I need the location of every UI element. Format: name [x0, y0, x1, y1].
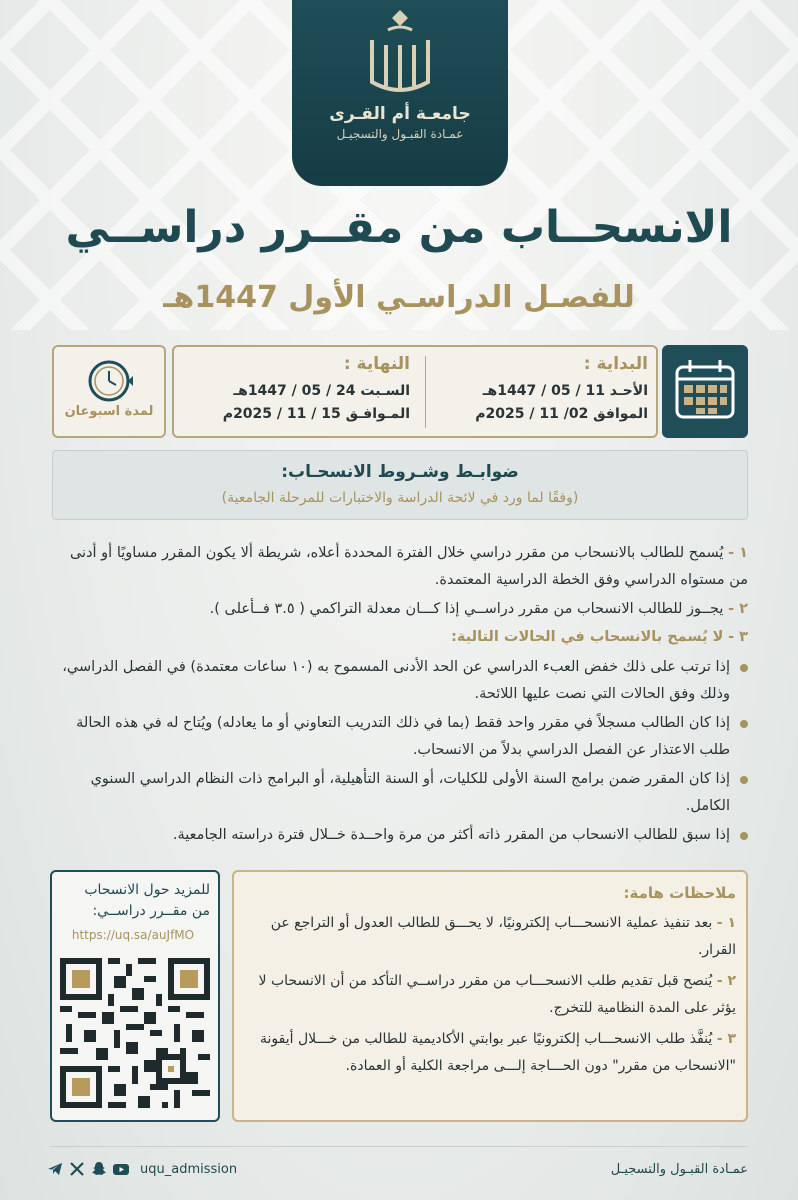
deanship-name: عمـادة القبـول والتسجيـل: [336, 127, 464, 141]
condition-number: ١ -: [728, 545, 748, 561]
exception-bullet: إذا سبق للطالب الانسحاب من المقرر ذاته أكثر من مرة واحــدة خــلال فترة دراسته الجامعية.: [48, 822, 748, 849]
condition-number: ٢ -: [728, 601, 748, 617]
note-text: يُنفَّذ طلب الانسحـــاب إلكترونيًا عبر بوابتي الأكاديمية للطالب من خـــلال أيقونة "الانسحاب من مقرر" دون الحـــاجة إلـــى مراجعة الكلية أو العمادة.: [260, 1031, 736, 1074]
conditions-subtitle: (وفقًا لما ورد في لائحة الدراسة والاختبارات للمرحلة الجامعية): [221, 490, 579, 506]
start-gregorian: الموافق 02/ 11 / 2025م: [475, 406, 648, 422]
exception-bullet: إذا كان المقرر ضمن برامج السنة الأولى للكليات، أو السنة التأهيلية، أو البرامج ذات النظام الدراسي السنوي الكامل.: [48, 766, 748, 820]
duration-text: لمدة اسبوعان: [64, 404, 154, 419]
telegram-icon[interactable]: [46, 1160, 64, 1178]
university-name: جامعـة أم القـرى: [329, 104, 471, 124]
qr-code-icon[interactable]: [60, 958, 210, 1108]
conditions-header-box: [52, 450, 748, 520]
social-handle[interactable]: uqu_admission: [140, 1162, 238, 1177]
calendar-badge: [662, 345, 748, 438]
note-number: ١ -: [716, 915, 736, 931]
calendar-icon: [662, 345, 748, 438]
note-text: بعد تنفيذ عملية الانسحـــاب إلكترونيًا، لا يحـــق للطالب العدول أو التراجع عن القرار.: [270, 915, 736, 958]
start-hijri: الأحـد 11 / 05 / 1447هـ: [482, 383, 648, 399]
condition-text: يُسمح للطالب بالانسحاب من مقرر دراسي خلال الفترة المحددة أعلاه، شريطة ألا يكون المقرر مساويًا أو أدنى من مستواه الدراسي وفق الخطة الدراسية المعتمدة.: [69, 545, 748, 588]
youtube-icon[interactable]: [112, 1160, 130, 1178]
condition-item: [50, 540, 748, 594]
condition-text: لا يُسمح بالانسحاب في الحالات التالية:: [451, 629, 724, 645]
qr-link[interactable]: https://uq.sa/auJfMO: [71, 928, 195, 942]
note-item: [246, 968, 736, 1022]
end-hijri: السـبت 24 / 05 / 1447هـ: [233, 383, 410, 399]
note-number: ٣ -: [716, 1031, 736, 1047]
note-item: [246, 1026, 736, 1080]
qr-caption: [50, 880, 216, 922]
qr-caption-line: من مقــرر دراســي:: [92, 903, 210, 919]
exception-bullet: إذا كان الطالب مسجلاً في مقرر واحد فقط (بما في ذلك التدريب التعاوني أو ما يعادله) ويُتاح له في هذه الحالة طلب الاعتذار عن الفصل الدراسي بدلاً من الانسحاب.: [48, 710, 748, 764]
qr-caption-line: للمزيد حول الانسحاب: [84, 882, 210, 898]
x-icon[interactable]: [68, 1160, 86, 1178]
condition-item: [50, 624, 748, 651]
condition-item: [50, 596, 748, 623]
logo-tab: [292, 0, 508, 186]
footer-divider: [50, 1146, 748, 1147]
note-text: يُنصح قبل تقديم طلب الانسحـــاب من مقرر دراســي التأكد من أن الانسحاب لا يؤثر على المدة النظامية للتخرج.: [258, 973, 736, 1016]
notes-title: ملاحظات هامة:: [623, 884, 736, 902]
footer-deanship: عمـادة القبـول والتسجيـل: [610, 1162, 748, 1177]
clock-icon: [54, 351, 164, 411]
university-logo-icon: [292, 0, 508, 110]
end-label: النهاية :: [343, 354, 410, 374]
duration-panel: [52, 345, 166, 438]
start-label: البداية :: [583, 354, 648, 374]
exception-bullet: إذا ترتب على ذلك خفض العبء الدراسي عن الحد الأدنى المسموح به (١٠ ساعات معتمدة) في الفصل الدراسي، وذلك وفق الحالات التي نصت عليها اللائحة.: [48, 654, 748, 708]
note-item: [246, 910, 736, 964]
dates-divider: [425, 356, 426, 428]
condition-text: يجــوز للطالب الانسحاب من مقرر دراســي إذا كـــان معدلة التراكمي ( ٣.٥ فــأعلى ).: [209, 601, 724, 617]
page-subtitle: للفصـل الدراسـي الأول 1447هـ: [163, 280, 635, 315]
page-title: الانسحــاب من مقــرر دراســي: [65, 202, 733, 253]
note-number: ٢ -: [716, 973, 736, 989]
conditions-title: ضوابـط وشـروط الانسحـاب:: [281, 462, 519, 482]
condition-number: ٣ -: [728, 629, 748, 645]
end-gregorian: المـوافـق 15 / 11 / 2025م: [222, 406, 410, 422]
snapchat-icon[interactable]: [90, 1160, 108, 1178]
